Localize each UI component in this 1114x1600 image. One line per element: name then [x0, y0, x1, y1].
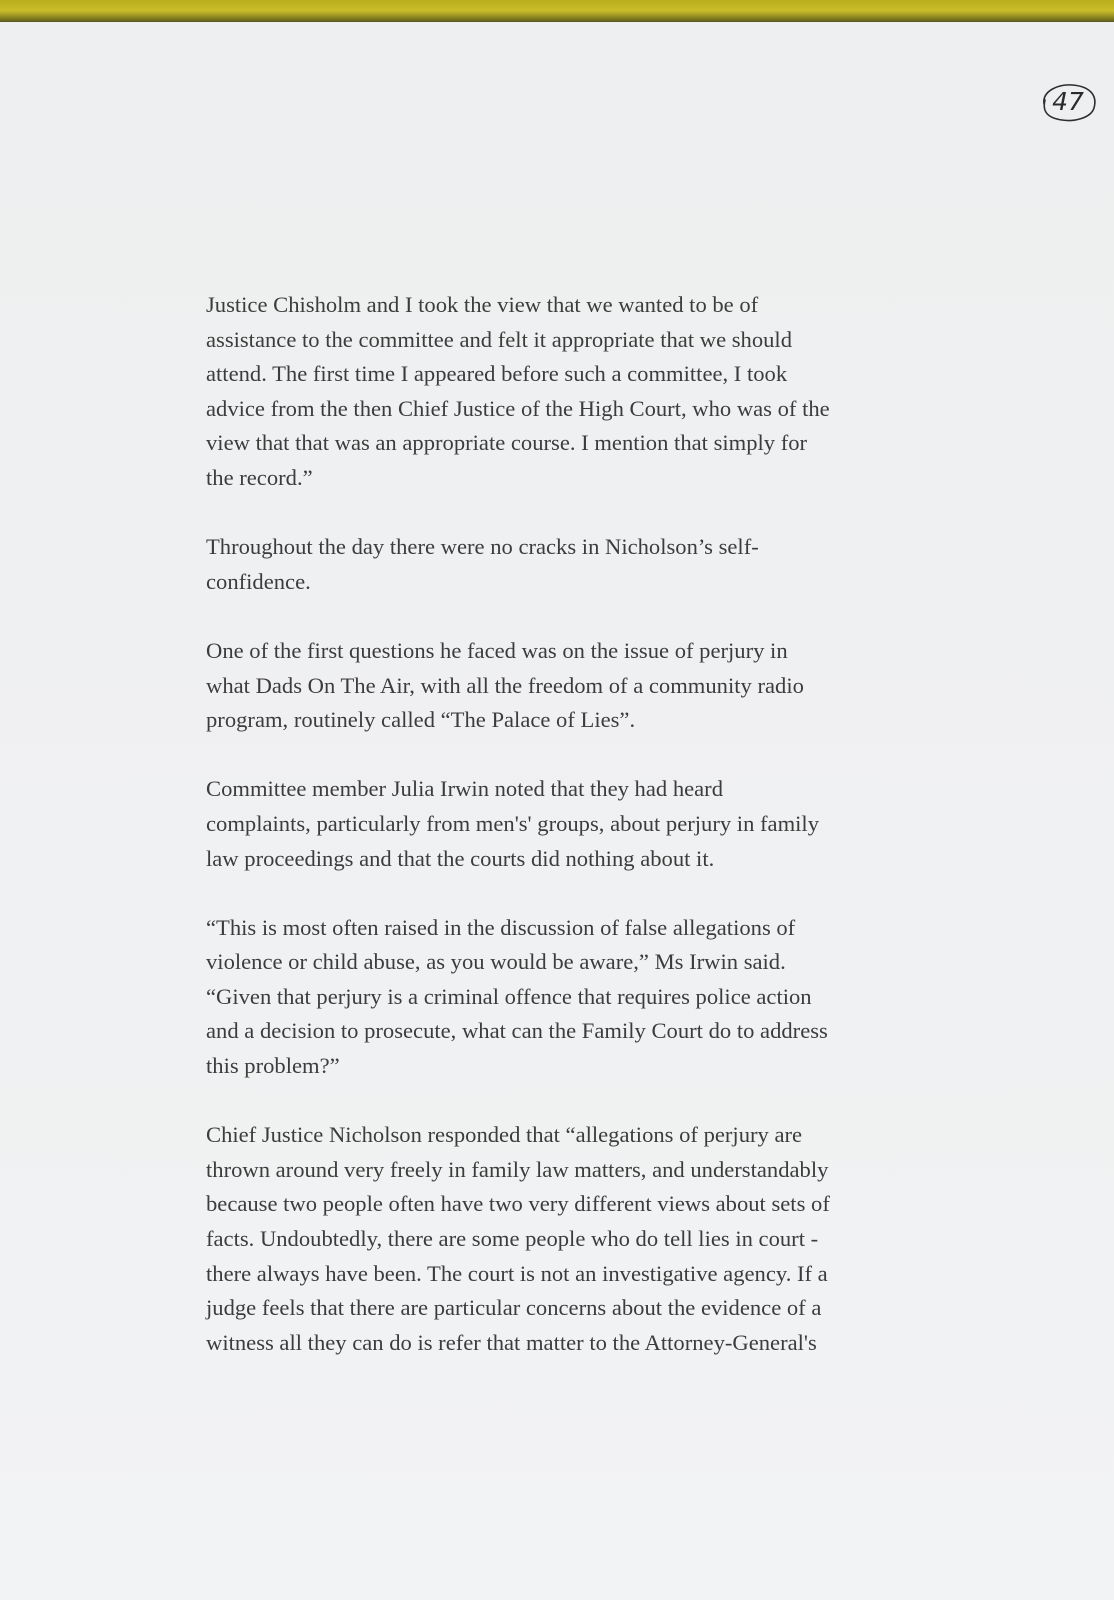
scan-top-edge: [0, 0, 1114, 24]
text-line: “Given that perjury is a criminal offence that requires police action: [206, 983, 812, 1009]
article-body: [206, 288, 896, 1395]
paragraph: [206, 1118, 896, 1360]
document-page: [0, 22, 1114, 1600]
paragraph: [206, 634, 896, 738]
text-line: complaints, particularly from men's' groups, about perjury in family: [206, 810, 820, 836]
text-line: “This is most often raised in the discussion of false allegations of: [206, 914, 796, 940]
text-line: attend. The first time I appeared before such a committee, I took: [206, 361, 788, 387]
text-line: law proceedings and that the courts did nothing about it.: [206, 845, 715, 871]
text-line: witness all they can do is refer that matter to the Attorney-General's: [206, 1329, 817, 1355]
paragraph: [206, 288, 896, 496]
text-line: facts. Undoubtedly, there are some people who do tell lies in court -: [206, 1226, 819, 1252]
text-line: there always have been. The court is not an investigative agency. If a: [206, 1260, 828, 1286]
text-line: advice from the then Chief Justice of the High Court, who was of the: [206, 395, 830, 421]
text-line: violence or child abuse, as you would be aware,” Ms Irwin said.: [206, 949, 786, 975]
page-number: 47: [1052, 87, 1084, 116]
text-line: One of the first questions he faced was on the issue of perjury in: [206, 637, 788, 663]
text-line: confidence.: [206, 568, 311, 594]
text-line: because two people often have two very different views about sets of: [206, 1191, 830, 1217]
text-line: Committee member Julia Irwin noted that they had heard: [206, 776, 723, 802]
text-line: what Dads On The Air, with all the freedom of a community radio: [206, 672, 804, 698]
paragraph: [206, 530, 896, 599]
paragraph: [206, 772, 896, 876]
page-number-circled: [1036, 78, 1100, 126]
text-line: Throughout the day there were no cracks in Nicholson’s self-: [206, 534, 759, 560]
text-line: judge feels that there are particular concerns about the evidence of a: [206, 1295, 822, 1321]
text-line: assistance to the committee and felt it appropriate that we should: [206, 326, 793, 352]
text-line: view that that was an appropriate course. I mention that simply for: [206, 430, 808, 456]
text-line: program, routinely called “The Palace of Lies”.: [206, 707, 636, 733]
text-line: the record.”: [206, 464, 313, 490]
text-line: Chief Justice Nicholson responded that “allegations of perjury are: [206, 1122, 803, 1148]
text-line: thrown around very freely in family law matters, and understandably: [206, 1156, 829, 1182]
paragraph: [206, 911, 896, 1084]
text-line: Justice Chisholm and I took the view that we wanted to be of: [206, 292, 759, 317]
text-line: and a decision to prosecute, what can the Family Court do to address: [206, 1018, 828, 1044]
text-line: this problem?”: [206, 1053, 340, 1079]
